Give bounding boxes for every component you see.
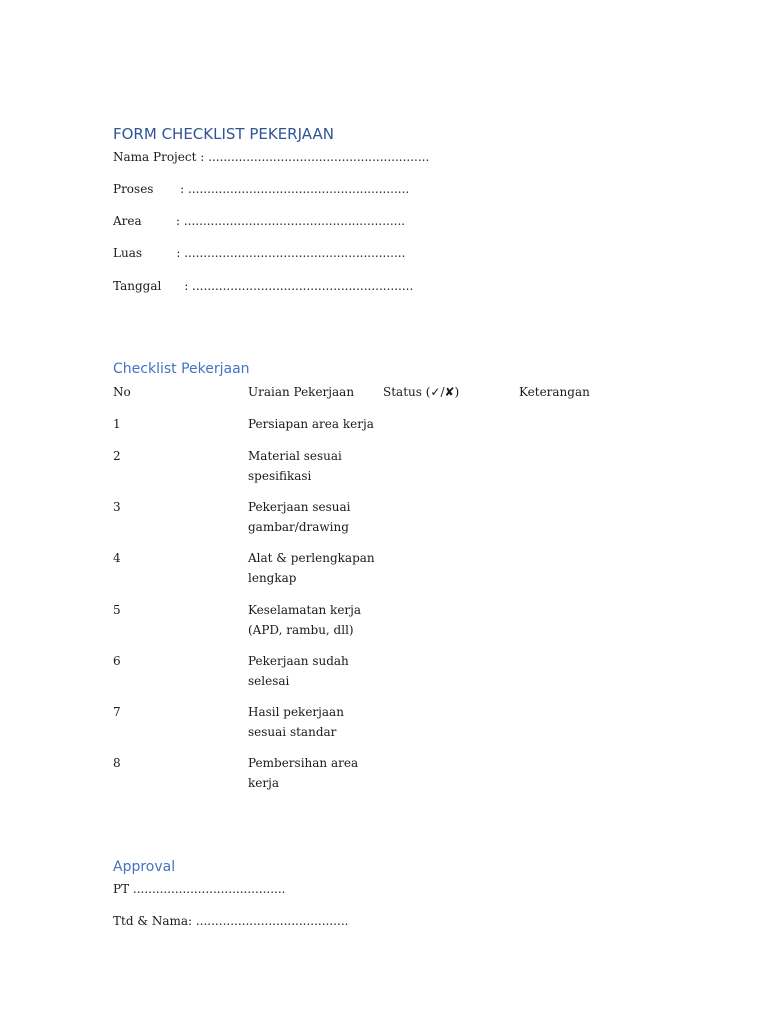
row-no: 2 <box>113 449 121 463</box>
column-header-status: Status (✓/✘) <box>383 385 460 399</box>
column-header-no: No <box>113 385 131 399</box>
checklist-heading: Checklist Pekerjaan <box>113 361 250 377</box>
approval-ttd: Ttd & Nama: ........................................ <box>113 914 349 928</box>
row-uraian: Pekerjaan sesuai gambar/drawing <box>248 500 351 534</box>
column-header-keterangan: Keterangan <box>519 385 590 399</box>
field-area: Area : .......................................................... <box>113 214 406 228</box>
field-tanggal: Tanggal : .......................................................... <box>113 279 414 293</box>
row-uraian: Material sesuai spesifikasi <box>248 449 342 483</box>
form-title: FORM CHECKLIST PEKERJAAN <box>113 125 334 143</box>
row-uraian: Hasil pekerjaan sesuai standar <box>248 705 344 739</box>
row-no: 8 <box>113 756 121 770</box>
field-nama-project: Nama Project : .......................................................... <box>113 150 430 164</box>
approval-pt: PT ........................................ <box>113 882 286 896</box>
row-no: 5 <box>113 603 121 617</box>
row-no: 1 <box>113 417 121 431</box>
approval-heading: Approval <box>113 859 176 875</box>
row-uraian: Alat & perlengkapan lengkap <box>248 551 375 585</box>
row-no: 6 <box>113 654 121 668</box>
row-no: 3 <box>113 500 121 514</box>
field-luas: Luas : .......................................................... <box>113 246 406 260</box>
row-uraian: Pekerjaan sudah selesai <box>248 654 349 688</box>
row-uraian: Pembersihan area kerja <box>248 756 359 790</box>
column-header-uraian: Uraian Pekerjaan <box>248 385 355 399</box>
row-no: 7 <box>113 705 121 719</box>
field-proses: Proses : .......................................................... <box>113 182 410 196</box>
row-no: 4 <box>113 551 121 565</box>
row-uraian: Keselamatan kerja (APD, rambu, dll) <box>248 603 362 637</box>
row-uraian: Persiapan area kerja <box>248 417 374 431</box>
